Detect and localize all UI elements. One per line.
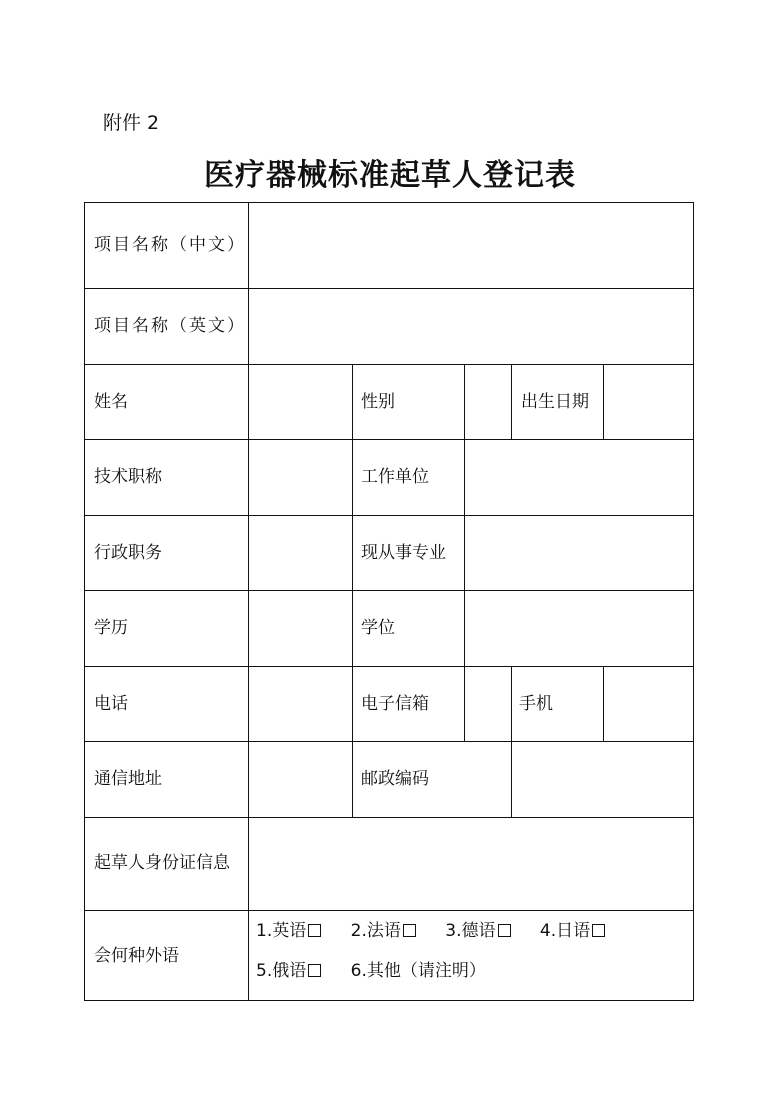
degree-label: 学位 (361, 618, 395, 638)
project-name-en-field[interactable] (250, 290, 692, 363)
birth-date-field[interactable] (605, 366, 692, 438)
column-divider (248, 202, 249, 1001)
row-divider (84, 590, 694, 591)
mobile-label: 手机 (519, 694, 553, 714)
row-divider (84, 439, 694, 440)
language-options-row-1 (256, 921, 629, 941)
gender-field[interactable] (466, 366, 510, 438)
japanese-checkbox[interactable] (592, 924, 605, 937)
language-option-japanese[interactable]: 4.日语 (540, 921, 605, 941)
row-divider (84, 910, 694, 911)
column-divider (603, 364, 604, 439)
name-label: 姓名 (94, 392, 128, 412)
project-name-cn-field[interactable] (250, 204, 692, 287)
phone-label: 电话 (94, 694, 128, 714)
current-major-label: 现从事专业 (361, 543, 446, 563)
gender-label: 性别 (361, 392, 395, 412)
work-unit-field[interactable] (466, 441, 692, 514)
annex-label: 附件 2 (103, 112, 160, 134)
language-option-german[interactable]: 3.德语 (445, 921, 510, 941)
form-title: 医疗器械标准起草人登记表 (204, 158, 576, 193)
column-divider (464, 364, 465, 666)
russian-checkbox[interactable] (308, 964, 321, 977)
birth-date-label: 出生日期 (521, 392, 589, 412)
id-info-field[interactable] (250, 819, 692, 909)
phone-field[interactable] (250, 668, 351, 740)
english-checkbox[interactable] (308, 924, 321, 937)
postcode-field[interactable] (513, 743, 692, 816)
project-name-cn-label: 项目名称（中文） (94, 235, 246, 255)
mobile-field[interactable] (605, 668, 692, 740)
row-divider (84, 817, 694, 818)
language-option-french[interactable]: 2.法语 (351, 921, 416, 941)
french-checkbox[interactable] (403, 924, 416, 937)
languages-label: 会何种外语 (94, 946, 179, 966)
column-divider (511, 666, 512, 817)
language-option-english[interactable]: 1.英语 (256, 921, 321, 941)
column-divider (352, 364, 353, 817)
current-major-field[interactable] (466, 517, 692, 589)
column-divider (603, 666, 604, 741)
address-label: 通信地址 (94, 769, 162, 789)
row-divider (84, 741, 694, 742)
admin-post-field[interactable] (250, 517, 351, 589)
work-unit-label: 工作单位 (361, 467, 429, 487)
tech-title-label: 技术职称 (94, 467, 162, 487)
row-divider (84, 515, 694, 516)
language-option-russian[interactable]: 5.俄语 (256, 961, 321, 981)
id-info-label: 起草人身份证信息 (94, 853, 230, 873)
column-divider (511, 364, 512, 439)
language-options-row-2 (256, 961, 510, 981)
education-label: 学历 (94, 618, 128, 638)
row-divider (84, 288, 694, 289)
german-checkbox[interactable] (498, 924, 511, 937)
project-name-en-label: 项目名称（英文） (94, 316, 246, 336)
email-label: 电子信箱 (361, 694, 429, 714)
admin-post-label: 行政职务 (94, 543, 162, 563)
postcode-label: 邮政编码 (361, 769, 429, 789)
language-option-other[interactable]: 6.其他（请注明） (350, 961, 486, 981)
tech-title-field[interactable] (250, 441, 351, 514)
degree-field[interactable] (466, 592, 692, 665)
education-field[interactable] (250, 592, 351, 665)
address-field[interactable] (250, 743, 351, 816)
column-divider (464, 666, 465, 741)
email-field[interactable] (466, 668, 510, 740)
name-field[interactable] (250, 366, 351, 438)
